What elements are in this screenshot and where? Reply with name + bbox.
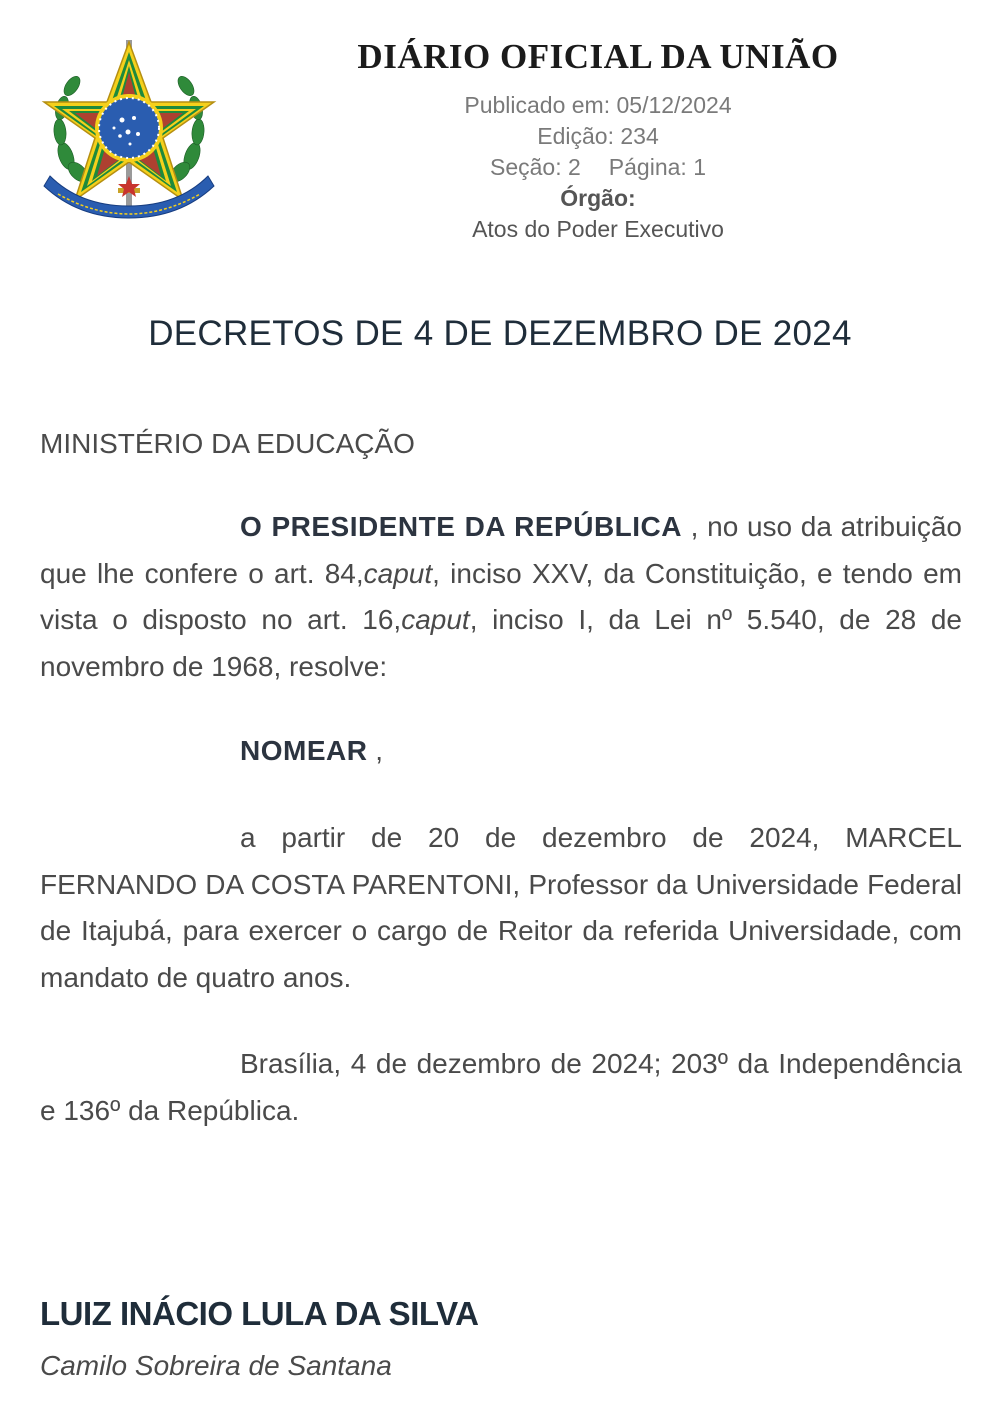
appointment-text: a partir de 20 de dezembro de 2024, MARCEL FERNANDO DA COSTA PARENTONI, Professor da Universidade Federal de Itajubá, para exercer o cargo de Reitor da referida Universidade, com mandato de quatro anos. bbox=[40, 822, 962, 993]
preamble-text-3: , inciso I, da Lei nº 5.540, de 28 de novembro de 1968, resolve: bbox=[40, 604, 962, 682]
resolution-verb-paragraph bbox=[40, 728, 962, 775]
coat-of-arms-of-brazil-icon bbox=[38, 36, 220, 222]
caput-term-2: caput bbox=[401, 604, 470, 635]
preamble-text-2: , inciso XXV, da Constituição, e tendo em vista o disposto no art. 16, bbox=[40, 557, 962, 635]
organ-label: Órgão: bbox=[560, 185, 636, 211]
cosigner-name: Camilo Sobreira de Santana bbox=[40, 1350, 392, 1381]
resolution-verb: NOMEAR bbox=[240, 735, 368, 766]
section-page-line bbox=[340, 152, 856, 183]
ministry-name: MINISTÉRIO DA EDUCAÇÃO bbox=[40, 428, 415, 459]
caput-term-1: caput bbox=[363, 557, 433, 589]
publication-date: Publicado em: 05/12/2024 bbox=[464, 92, 732, 118]
appointment-paragraph bbox=[40, 815, 962, 1001]
preamble-paragraph bbox=[40, 504, 962, 690]
page-number: Página: 1 bbox=[608, 154, 706, 180]
organ-value: Atos do Poder Executivo bbox=[472, 216, 724, 242]
section-number: Seção: 2 bbox=[490, 154, 581, 180]
publication-header bbox=[340, 36, 856, 245]
date-place-text: Brasília, 4 de dezembro de 2024; 203º da Independência e 136º da República. bbox=[40, 1048, 962, 1126]
decree-title: DECRETOS DE 4 DE DEZEMBRO DE 2024 bbox=[148, 314, 852, 353]
signer-name: LUIZ INÁCIO LULA DA SILVA bbox=[40, 1295, 479, 1332]
resolution-verb-punct: , bbox=[367, 735, 384, 766]
journal-title: DIÁRIO OFICIAL DA UNIÃO bbox=[357, 37, 839, 76]
date-place-paragraph bbox=[40, 1041, 962, 1134]
edition-number: Edição: 234 bbox=[537, 123, 659, 149]
preamble-text-1: , no uso da atribuição que lhe confere o art. 84, bbox=[40, 511, 963, 589]
president-subject: O PRESIDENTE DA REPÚBLICA bbox=[240, 511, 682, 542]
